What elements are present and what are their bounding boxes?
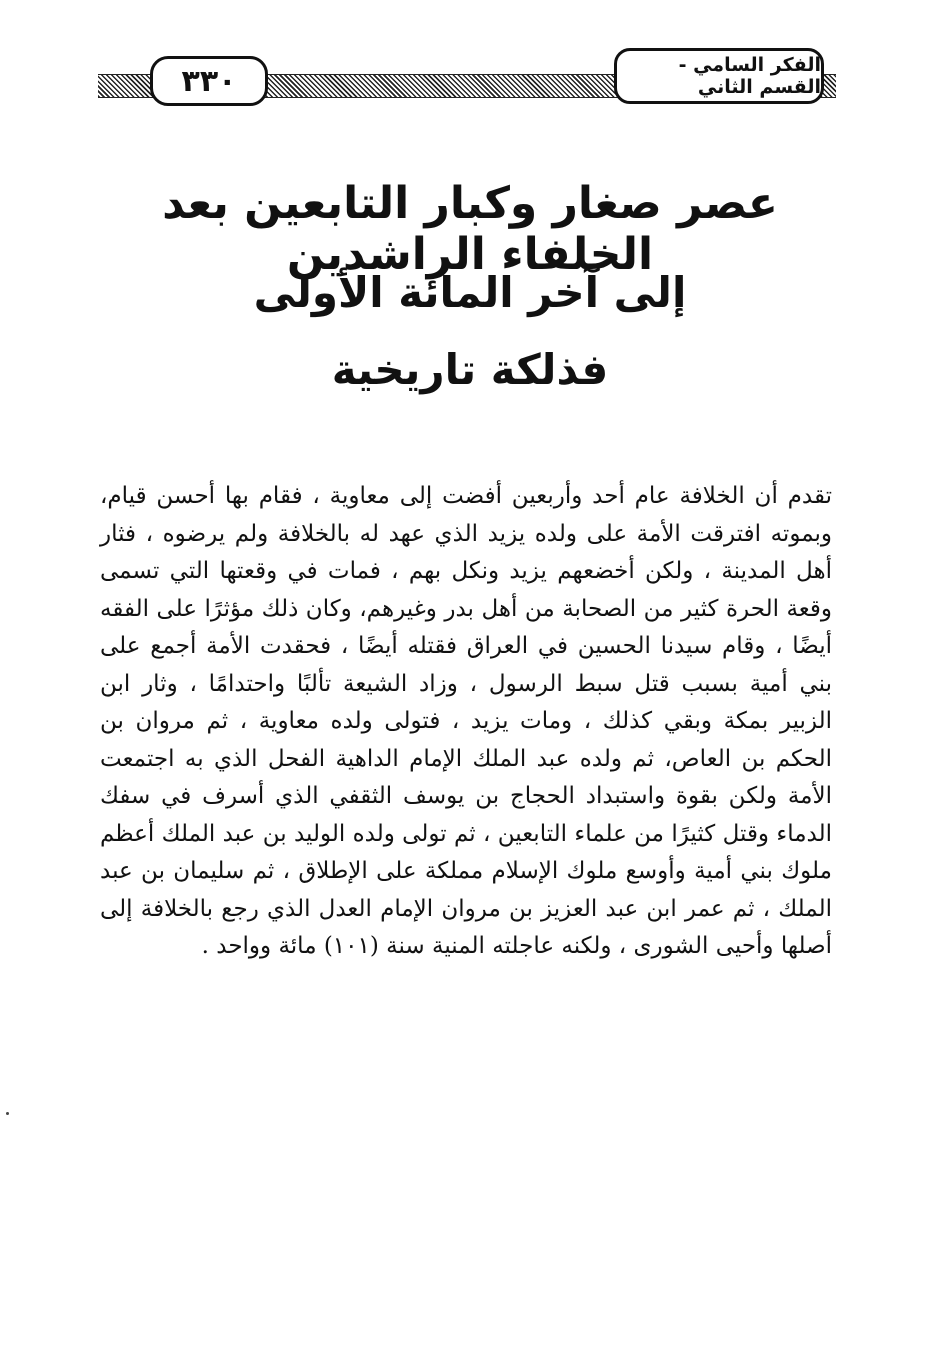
body-paragraph: تقدم أن الخلافة عام أحد وأربعين أفضت إلى معاوية ، فقام بها أحسن قيام، وبموته افترقت الأمة على ولده يزيد الذي عهد له بالخلافة ولم يرضوه ، فثار أهل المدينة ، ولكن أخضعهم يزيد ونكل بهم ، فمات في وقعتها التي تسمى وقعة الحرة كثير من الصحابة من أهل بدر وغيرهم، وكان ذلك مؤثرًا على الفقه أيضًا ، وقام سيدنا الحسين في العراق فقتله أيضًا ، فحقدت الأمة أجمع على بني أمية بسبب قتل سبط الرسول ، وزاد الشيعة تألبًا واحتدامًا ، وثار ابن الزبير بمكة وبقي كذلك ، ومات يزيد ، فتولى ولده معاوية ، ثم مروان بن الحكم بن العاص، ثم ولده عبد الملك الإمام الداهية الفحل الذي به اجتمعت الأمة ولكن بقوة واستبداد الحجاج بن يوسف الثقفي الذي أسرف في سفك الدماء وقتل كثيرًا من علماء التابعين ، ثم تولى ولده الوليد بن عبد الملك أعظم ملوك بني أمية وأوسع ملوك الإسلام مملكة على الإطلاق ، ثم سليمان بن عبد الملك ، ثم عمر ابن عبد العزيز بن مروان الإمام العدل الذي رجع بالخلافة إلى أصلها وأحيى الشورى ، ولكنه عاجلته المنية سنة (١٠١) مائة وواحد . bbox=[100, 483, 832, 959]
running-head-box bbox=[614, 48, 824, 104]
scan-speck bbox=[6, 1112, 9, 1115]
page-number-box bbox=[150, 56, 268, 106]
chapter-subtitle: فذلكة تاريخية bbox=[331, 345, 609, 394]
page-number: ٣٣٠ bbox=[181, 63, 237, 99]
page-header bbox=[98, 42, 836, 110]
chapter-title-line-2: إلى آخر المائة الأولى bbox=[253, 268, 687, 317]
chapter-title-line-1: عصر صغار وكبار التابعين بعد الخلفاء الراشدين bbox=[162, 178, 778, 280]
running-head-text: الفكر السامي - القسم الثاني bbox=[678, 54, 821, 98]
